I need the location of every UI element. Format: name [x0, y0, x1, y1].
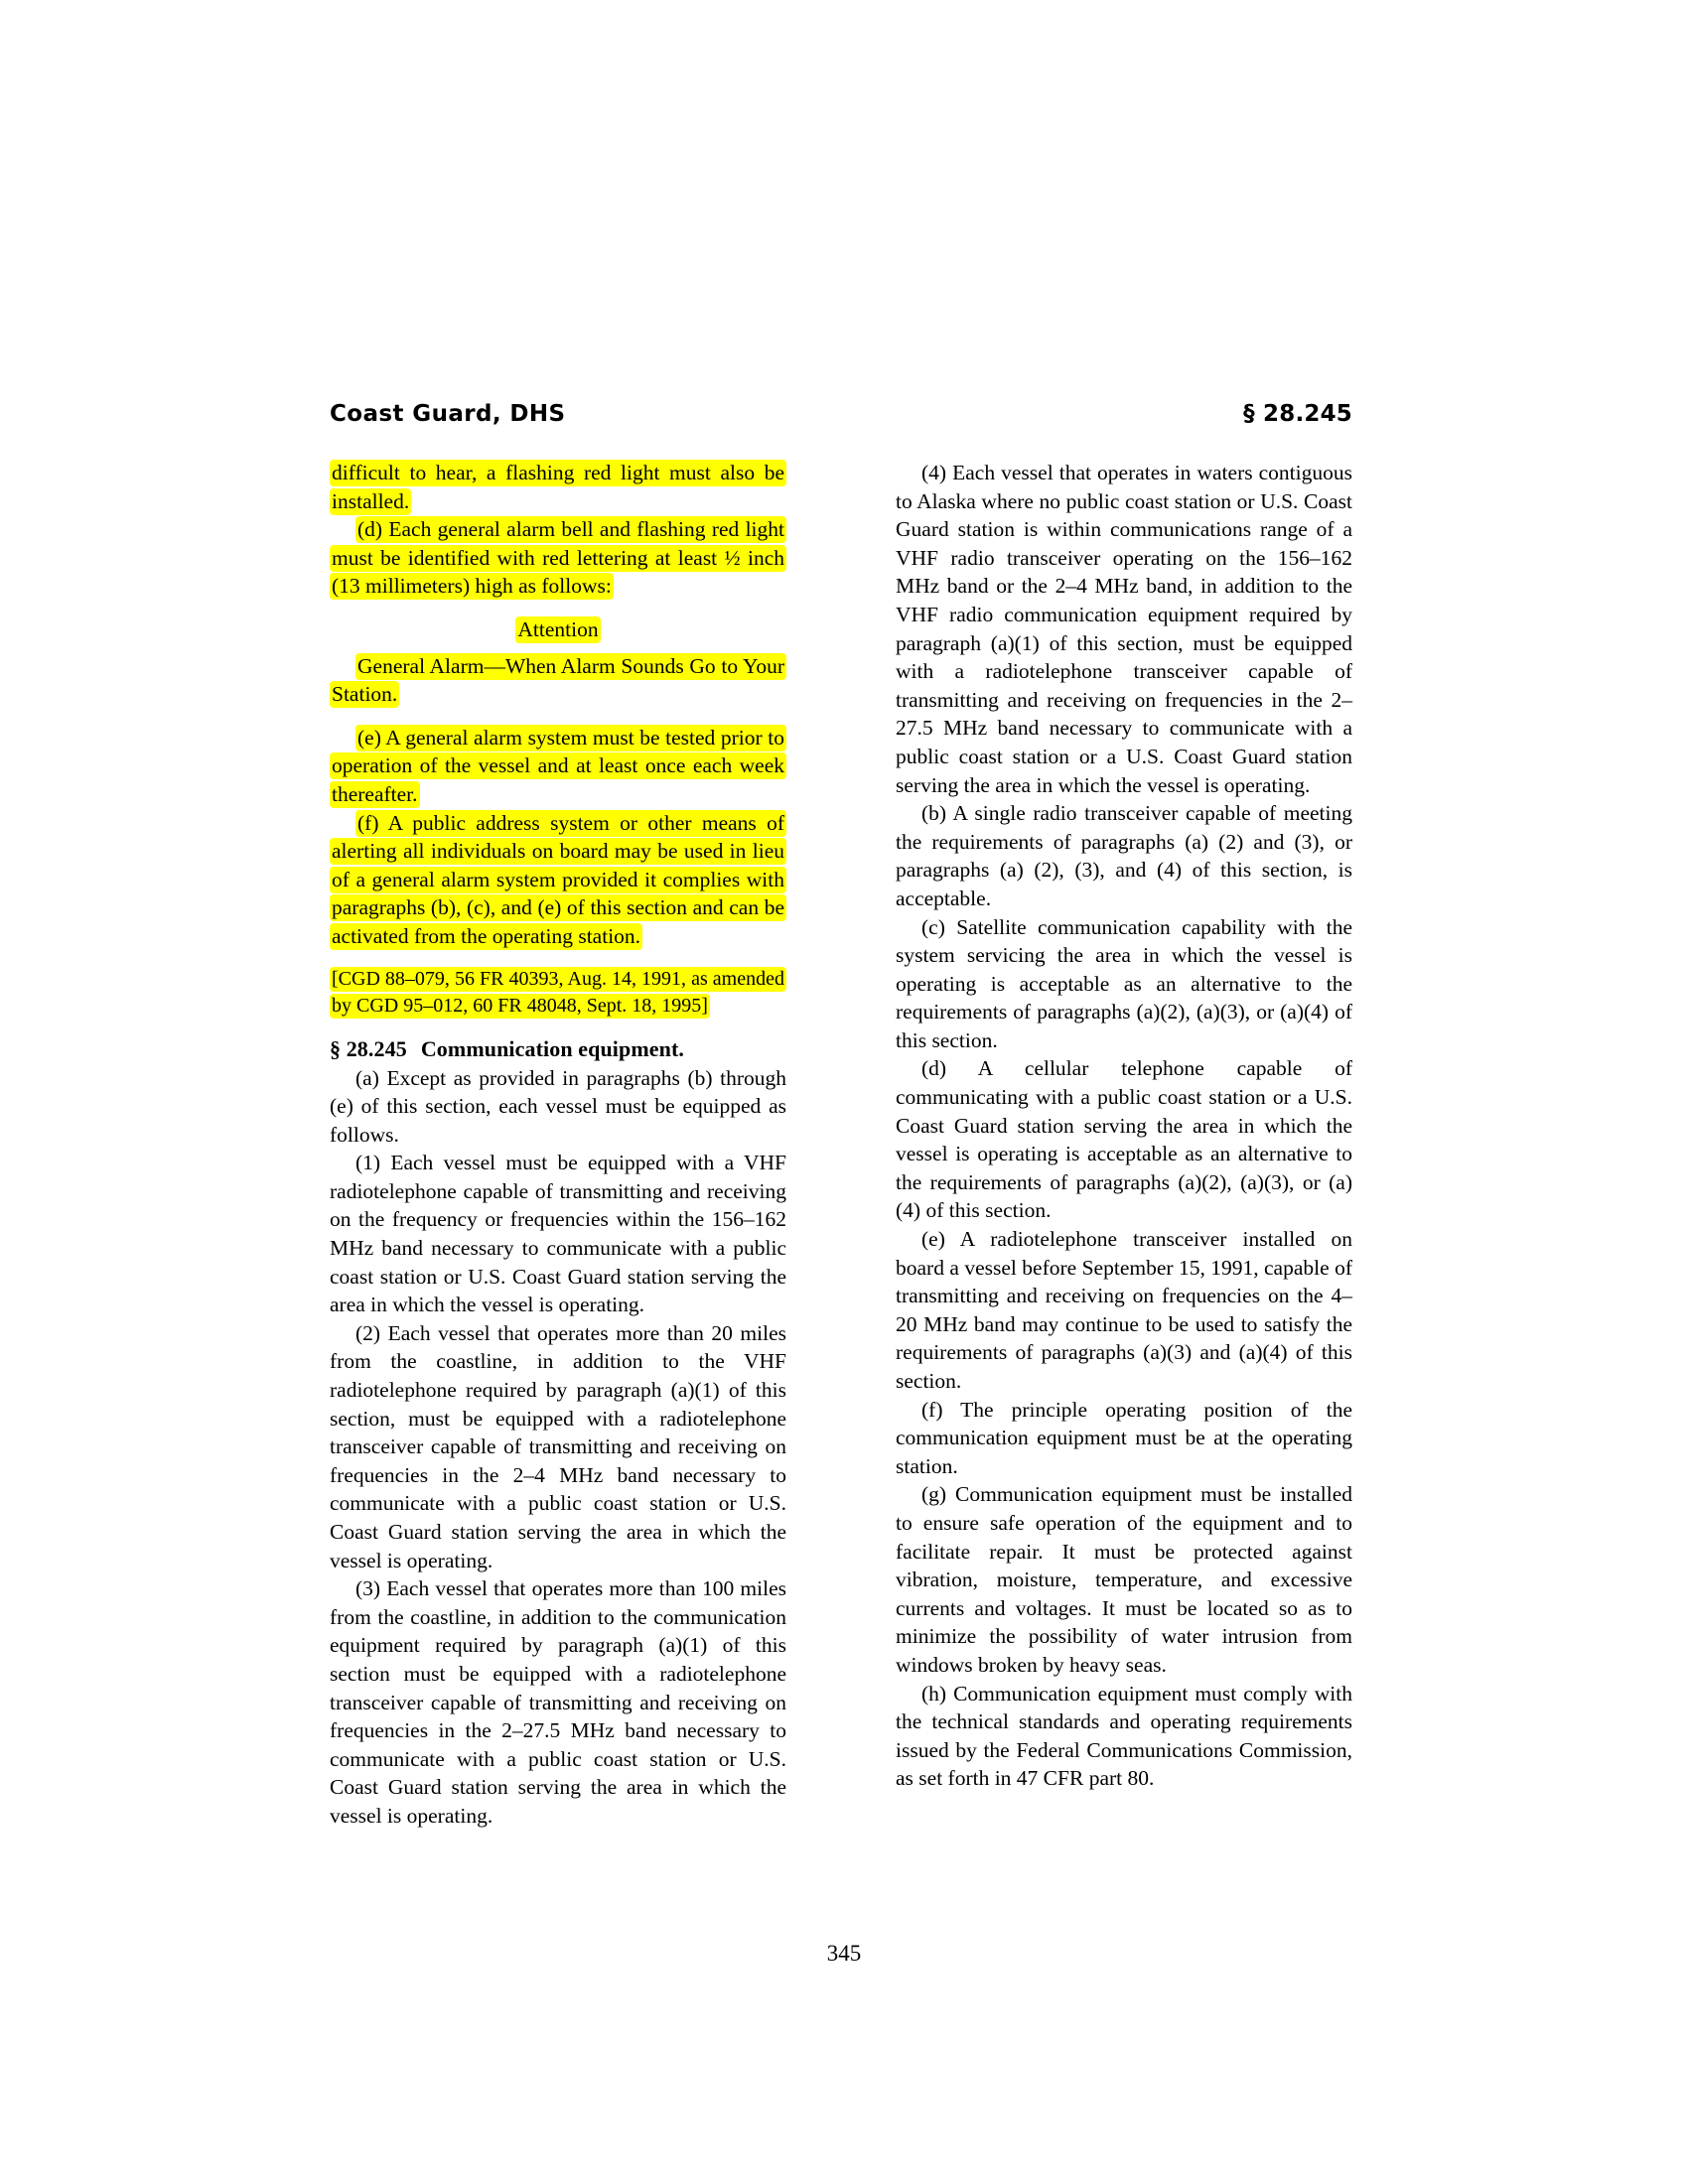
spacer [330, 644, 786, 652]
paragraph-b: (b) A single radio transceiver capable of meeting the requirements of paragraphs (a) (2) and (3), or paragraphs (a) (2), (3), and (4) of this section, is acceptable. [896, 801, 1352, 910]
paragraph-continued [330, 459, 786, 515]
paragraph-f-left [330, 809, 786, 951]
spacer [330, 601, 786, 615]
section-number: § 28.245 [330, 1035, 407, 1061]
paragraph-a4: (4) Each vessel that operates in waters contiguous to Alaska where no public coast station or U.S. Coast Guard station is within communications range of a VHF radio transceiver operating on the 156–162 MHz band or the 2–4 MHz band, in addition to the VHF radio communication equipment required by paragraph (a)(1) of this section, must be equipped with a radiotelephone transceiver capable of transmitting and receiving on frequencies in the 2–27.5 MHz band necessary to communicate with a public coast station or a U.S. Coast Guard station serving the area in which the vessel is operating. [896, 461, 1352, 797]
paragraph-e-right: (e) A radiotelephone transceiver installed on board a vessel before September 15, 1991, capable of transmitting and receiving on frequencies on the 4–20 MHz band may continue to be used to satisfy the requirements of paragraphs (a)(3) and (a)(4) of this section. [896, 1227, 1352, 1393]
running-head-section-number: § 28.245 [1243, 401, 1352, 427]
attention-heading [330, 615, 786, 644]
highlight-span: (d) Each general alarm bell and flashing red light must be identified with red lettering at least ½ inch (13 millimeters) high as follows: [332, 517, 784, 599]
paragraph-e-left [330, 724, 786, 809]
highlight-span: (f) A public address system or other means of alerting all individuals on board may be used in lieu of a general alarm system provided it complies with paragraphs (b), (c), and (e) of this section and can be activated from the operating station. [332, 810, 784, 948]
section-heading [330, 1034, 786, 1064]
highlight-span: difficult to hear, a flashing red light must also be installed. [332, 461, 784, 513]
running-head [330, 401, 1352, 435]
paragraph-d-left [330, 515, 786, 601]
page-number: 345 [826, 1941, 862, 1966]
left-column [330, 459, 786, 1831]
highlight-span: [CGD 88–079, 56 FR 40393, Aug. 14, 1991, as amended by CGD 95–012, 60 FR 48048, Sept. 18, 1995] [332, 967, 784, 1017]
section-title: Communication equipment. [420, 1035, 685, 1061]
paragraph-a3: (3) Each vessel that operates more than 100 miles from the coastline, in addition to the communication equipment required by paragraph (a)(1) of this section must be equipped with a radiotelephone transceiver capable of transmitting and receiving on frequencies in the 2–27.5 MHz band necessary to communicate with a public coast station or U.S. Coast Guard station serving the area in which the vessel is operating. [330, 1576, 786, 1828]
highlight-span: (e) A general alarm system must be tested prior to operation of the vessel and at least once each week thereafter. [332, 725, 784, 806]
paragraph-d-right: (d) A cellular telephone capable of communicating with a public coast station or a U.S. Coast Guard station serving the area in which the vessel is operating is acceptable as an alternative to the requirements of paragraphs (a)(2), (a)(3), or (a)(4) of this section. [896, 1056, 1352, 1223]
spacer [330, 951, 786, 966]
spacer [330, 1020, 786, 1034]
right-column [896, 459, 1352, 1793]
paragraph-a: (a) Except as provided in paragraphs (b) through (e) of this section, each vessel must be equipped as follows. [330, 1065, 786, 1147]
running-head-left-title: Coast Guard, DHS [330, 401, 566, 427]
authority-citation [330, 966, 786, 1020]
paragraph-a1: (1) Each vessel must be equipped with a VHF radiotelephone capable of transmitting and receiving on the frequency or frequencies within the 156–162 MHz band necessary to communicate with a public coast station or U.S. Coast Guard station serving the area in which the vessel is operating. [330, 1151, 786, 1317]
spacer [330, 709, 786, 724]
attention-text [330, 652, 786, 709]
paragraph-a2: (2) Each vessel that operates more than 20 miles from the coastline, in addition to the VHF radiotelephone required by paragraph (a)(1) of this section, must be equipped with a radiotelephone transceiver capable of transmitting and receiving on frequencies in the 2–4 MHz band necessary to communicate with a public coast station or U.S. Coast Guard station serving the area in which the vessel is operating. [330, 1320, 786, 1572]
paragraph-h: (h) Communication equipment must comply with the technical standards and operating requirements issued by the Federal Communications Commission, as set forth in 47 CFR part 80. [896, 1681, 1352, 1791]
paragraph-c: (c) Satellite communication capability with the system servicing the area in which the vessel is operating is acceptable as an alternative to the requirements of paragraphs (a)(2), (a)(3), or (a)(4) of this section. [896, 914, 1352, 1052]
paragraph-g: (g) Communication equipment must be installed to ensure safe operation of the equipment and to facilitate repair. It must be protected against vibration, moisture, temperature, and excessive currents and voltages. It must be located so as to minimize the possibility of water intrusion from windows broken by heavy seas. [896, 1482, 1352, 1677]
paragraph-f-right: (f) The principle operating position of the communication equipment must be at the operating station. [896, 1397, 1352, 1478]
highlight-span: Attention [517, 616, 599, 641]
highlight-span: General Alarm—When Alarm Sounds Go to Your Station. [332, 653, 784, 707]
